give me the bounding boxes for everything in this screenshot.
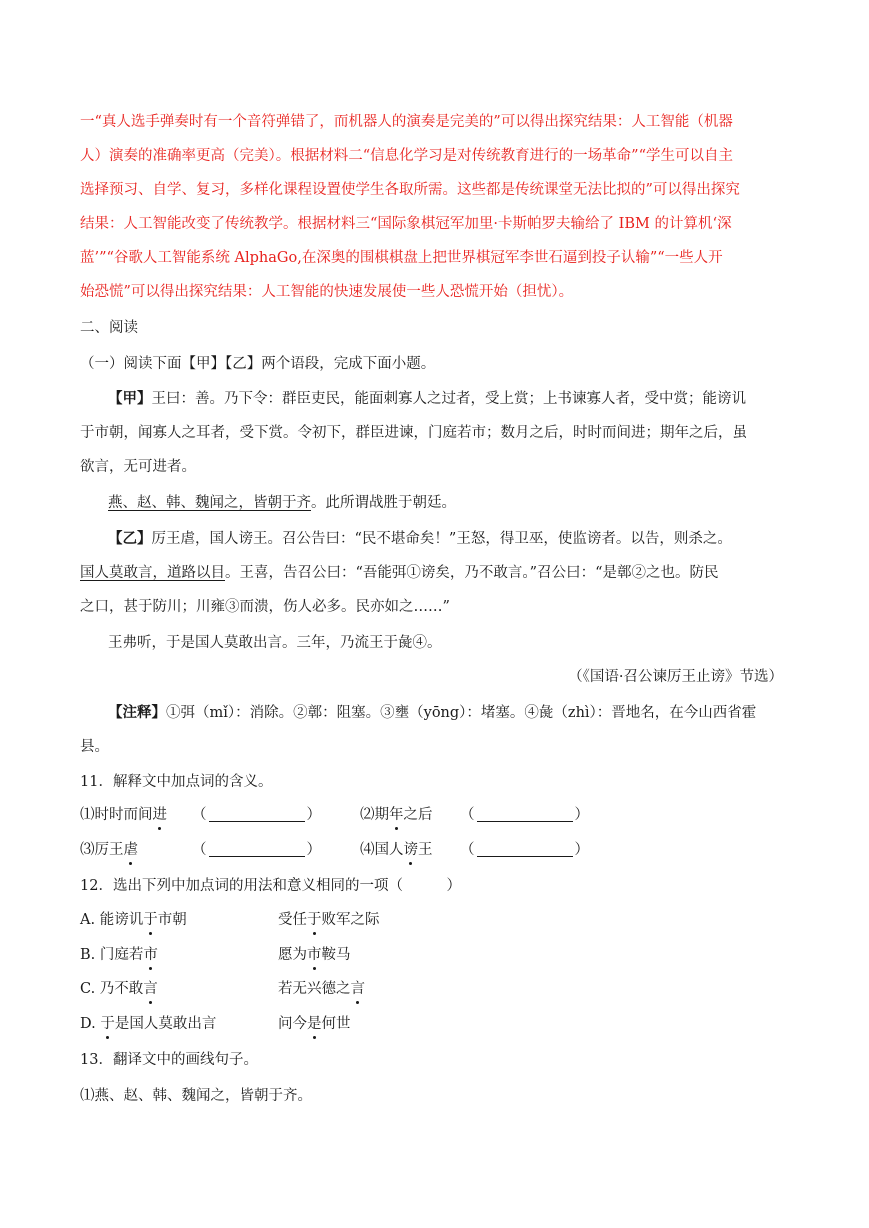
notes-line-1: 【注释】①弭（mǐ）：消除。②鄣：阻塞。③壅（yōng）：堵塞。④彘（zhì）：晋地名，在今山西省霍 (108, 704, 757, 721)
q11-answer-3[interactable]: （ ） (192, 842, 321, 858)
q11-answer-1[interactable]: （ ） (192, 807, 321, 823)
q12-option-c-right: 若无兴德之言 (278, 981, 365, 997)
underlined-sentence: 国人莫敢言，道路以目 (80, 565, 225, 581)
answer-line: 蓝’”“谷歌人工智能系统 AlphaGo,在深奥的围棋棋盘上把世界棋冠军李世石逼到投子认输”“一些人开 (80, 250, 723, 266)
q12-option-b-right: 愿为市鞍马 (278, 947, 351, 963)
jia-label: 【甲】 (108, 390, 152, 407)
q11-answer-4[interactable]: （ ） (460, 842, 589, 858)
answer-blank (477, 809, 573, 822)
notes-label: 【注释】 (108, 704, 166, 721)
jia-line-2: 于市朝，闻寡人之耳者，受下赏。令初下，群臣进谏，门庭若市；数月之后，时时而间进；期年之后，虽 (80, 425, 747, 441)
q12-option-c[interactable]: C. 乃不敢言 (80, 981, 158, 997)
underlined-sentence: 燕、赵、韩、魏闻之，皆朝于齐 (108, 495, 311, 511)
q13-stem: 13．翻译文中的画线句子。 (80, 1052, 258, 1068)
sub-heading: （一）阅读下面【甲】【乙】两个语段，完成下面小题。 (80, 356, 436, 372)
yi-line-1: 【乙】厉王虐，国人谤王。召公告曰：“民不堪命矣！”王怒，得卫巫，使监谤者。以告，则杀之。 (108, 530, 732, 547)
q11-item-3: ⑶厉王虐 (80, 842, 138, 858)
q12-option-d[interactable]: D. 于是国人莫敢出言 (80, 1016, 217, 1032)
q11-stem: 11．解释文中加点词的含义。 (80, 774, 273, 790)
q13-item-1: ⑴燕、赵、韩、魏闻之，皆朝于齐。 (80, 1088, 312, 1104)
q12-option-a-right: 受任于败军之际 (278, 912, 380, 928)
q11-item-4: ⑷国人谤王 (360, 842, 433, 858)
answer-line: 一“真人选手弹奏时有一个音符弹错了，而机器人的演奏是完美的”可以得出探究结果：人工智能（机器 (80, 114, 733, 130)
source-citation: （《国语·召公谏厉王止谤》节选） (568, 669, 783, 685)
answer-line: 结果：人工智能改变了传统教学。根据材料三“国际象棋冠军加里·卡斯帕罗夫输给了 IBM 的计算机‘深 (80, 216, 732, 232)
answer-blank (477, 844, 573, 857)
q11-item-1: ⑴时时而间进 (80, 807, 167, 823)
q11-answer-2[interactable]: （ ） (460, 807, 589, 823)
yi-line-2: 国人莫敢言，道路以目。王喜，告召公曰：“吾能弭①谤矣，乃不敢言。”召公曰：“是鄣②之也。防民 (80, 565, 719, 581)
answer-line: 选择预习、自学、复习，多样化课程设置使学生各取所需。这些都是传统课堂无法比拟的”可以得出探究 (80, 182, 740, 198)
q11-item-2: ⑵期年之后 (360, 807, 433, 823)
q12-option-b[interactable]: B. 门庭若市 (80, 947, 158, 963)
yi-line-3: 之口，甚于防川；川雍③而溃，伤人必多。民亦如之……” (80, 599, 450, 615)
answer-line: 始恐慌”可以得出探究结果：人工智能的快速发展使一些人恐慌开始（担忧）。 (80, 284, 574, 300)
q12-option-d-right: 问今是何世 (278, 1016, 351, 1032)
jia-line-3: 欲言，无可进者。 (80, 459, 196, 475)
answer-line: 人）演奏的准确率更高（完美）。根据材料二“信息化学习是对传统教育进行的一场革命”“学生可以自主 (80, 148, 733, 164)
q12-option-a[interactable]: A. 能谤讥于市朝 (80, 912, 187, 928)
notes-line-2: 县。 (80, 739, 109, 755)
jia-line-4: 燕、赵、韩、魏闻之，皆朝于齐。此所谓战胜于朝廷。 (108, 495, 456, 511)
yi-line-4: 王弗听，于是国人莫敢出言。三年，乃流王于彘④。 (108, 635, 442, 651)
answer-blank (209, 844, 305, 857)
answer-blank (209, 809, 305, 822)
section-heading: 二、阅读 (80, 320, 138, 336)
jia-line-1: 【甲】王曰：善。乃下令：群臣吏民，能面刺寡人之过者，受上赏；上书谏寡人者，受中赏；能谤讥 (108, 390, 746, 407)
q12-stem: 12．选出下列中加点词的用法和意义相同的一项（ ） (80, 878, 461, 894)
yi-label: 【乙】 (108, 530, 152, 547)
